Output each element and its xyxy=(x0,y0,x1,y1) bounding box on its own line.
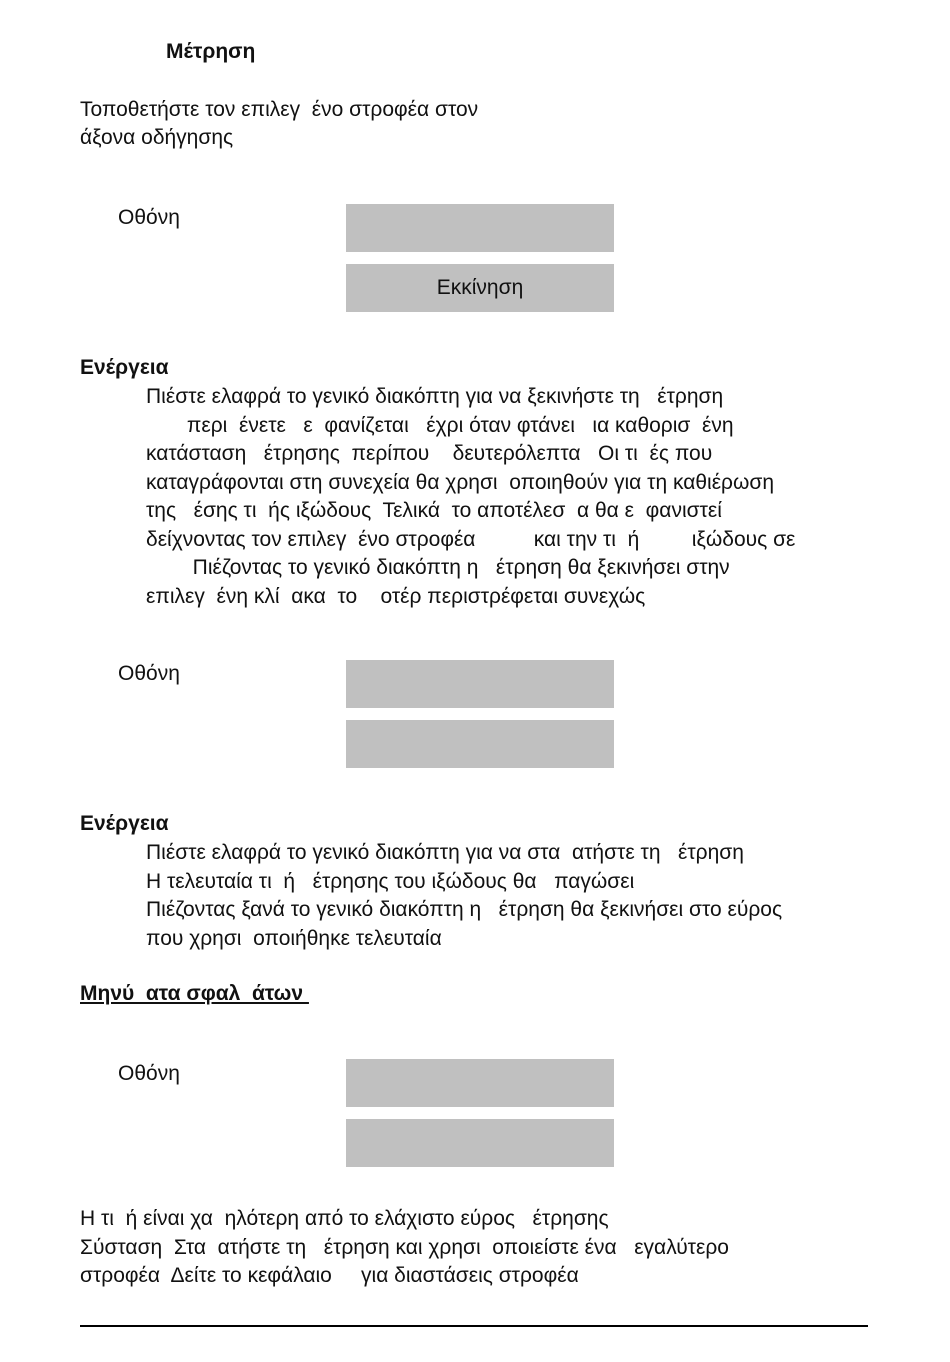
screen-label: Οθόνη xyxy=(118,1062,180,1085)
page-title: Μέτρηση xyxy=(166,40,256,63)
intro-paragraph: Τοποθετήστε τον επιλεγ ένο στροφέα στον άξονα οδήγησης xyxy=(80,98,479,149)
error-messages-heading: Μηνύ ατα σφαλ άτων xyxy=(80,982,309,1005)
screen-label: Οθόνη xyxy=(118,206,180,229)
action-paragraph: Πιέστε ελαφρά το γενικό διακόπτη για να ξεκινήστε τη έτρηση περι ένετε ε φανίζεται έχρι όταν φτάνει ια καθορισ ένη κατάσταση έτρησης περίπου δευτερόλεπτα Οι τι ές που καταγράφονται στη συνεχεία θα χρησι οποιηθούν για τη καθιέρωση της έσης τι ής ιξώδους Τελικά το αποτέλεσ α θα ε φανιστεί δείχνοντας τον επιλεγ ένο στροφέα και την τι ή ιξώδους σε Πιέζοντας το γενικό διακόπτη η έτρηση θα ξεκινήσει στην επιλεγ ένη κλί ακα το οτέρ περιστρέφεται συνεχώς xyxy=(146,385,796,608)
display-line-1 xyxy=(346,660,614,708)
display-line-2: Εκκίνηση xyxy=(346,264,614,312)
bottom-rule xyxy=(80,1325,868,1327)
display-line-2 xyxy=(346,1119,614,1167)
action-paragraph: Πιέστε ελαφρά το γενικό διακόπτη για να στα ατήστε τη έτρηση Η τελευταία τι ή έτρησης του ιξώδους θα παγώσει Πιέζοντας ξανά το γενικό διακόπτη η έτρηση θα ξεκινήσει στο εύρος που χρησι οποιήθηκε τελευταία xyxy=(146,841,783,950)
display-line-2 xyxy=(346,720,614,768)
display-line-1 xyxy=(346,204,614,252)
error-description: Η τι ή είναι χα ηλότερη από το ελάχιστο εύρος έτρησης Σύσταση Στα ατήστε τη έτρηση και χρησι οποιείστε ένα εγαλύτερο στροφέα Δείτε το κεφάλαιο για διαστάσεις στροφέα xyxy=(80,1207,729,1287)
display-line-1 xyxy=(346,1059,614,1107)
action-heading: Ενέργεια xyxy=(80,356,169,379)
action-heading: Ενέργεια xyxy=(80,812,169,835)
screen-label: Οθόνη xyxy=(118,662,180,685)
